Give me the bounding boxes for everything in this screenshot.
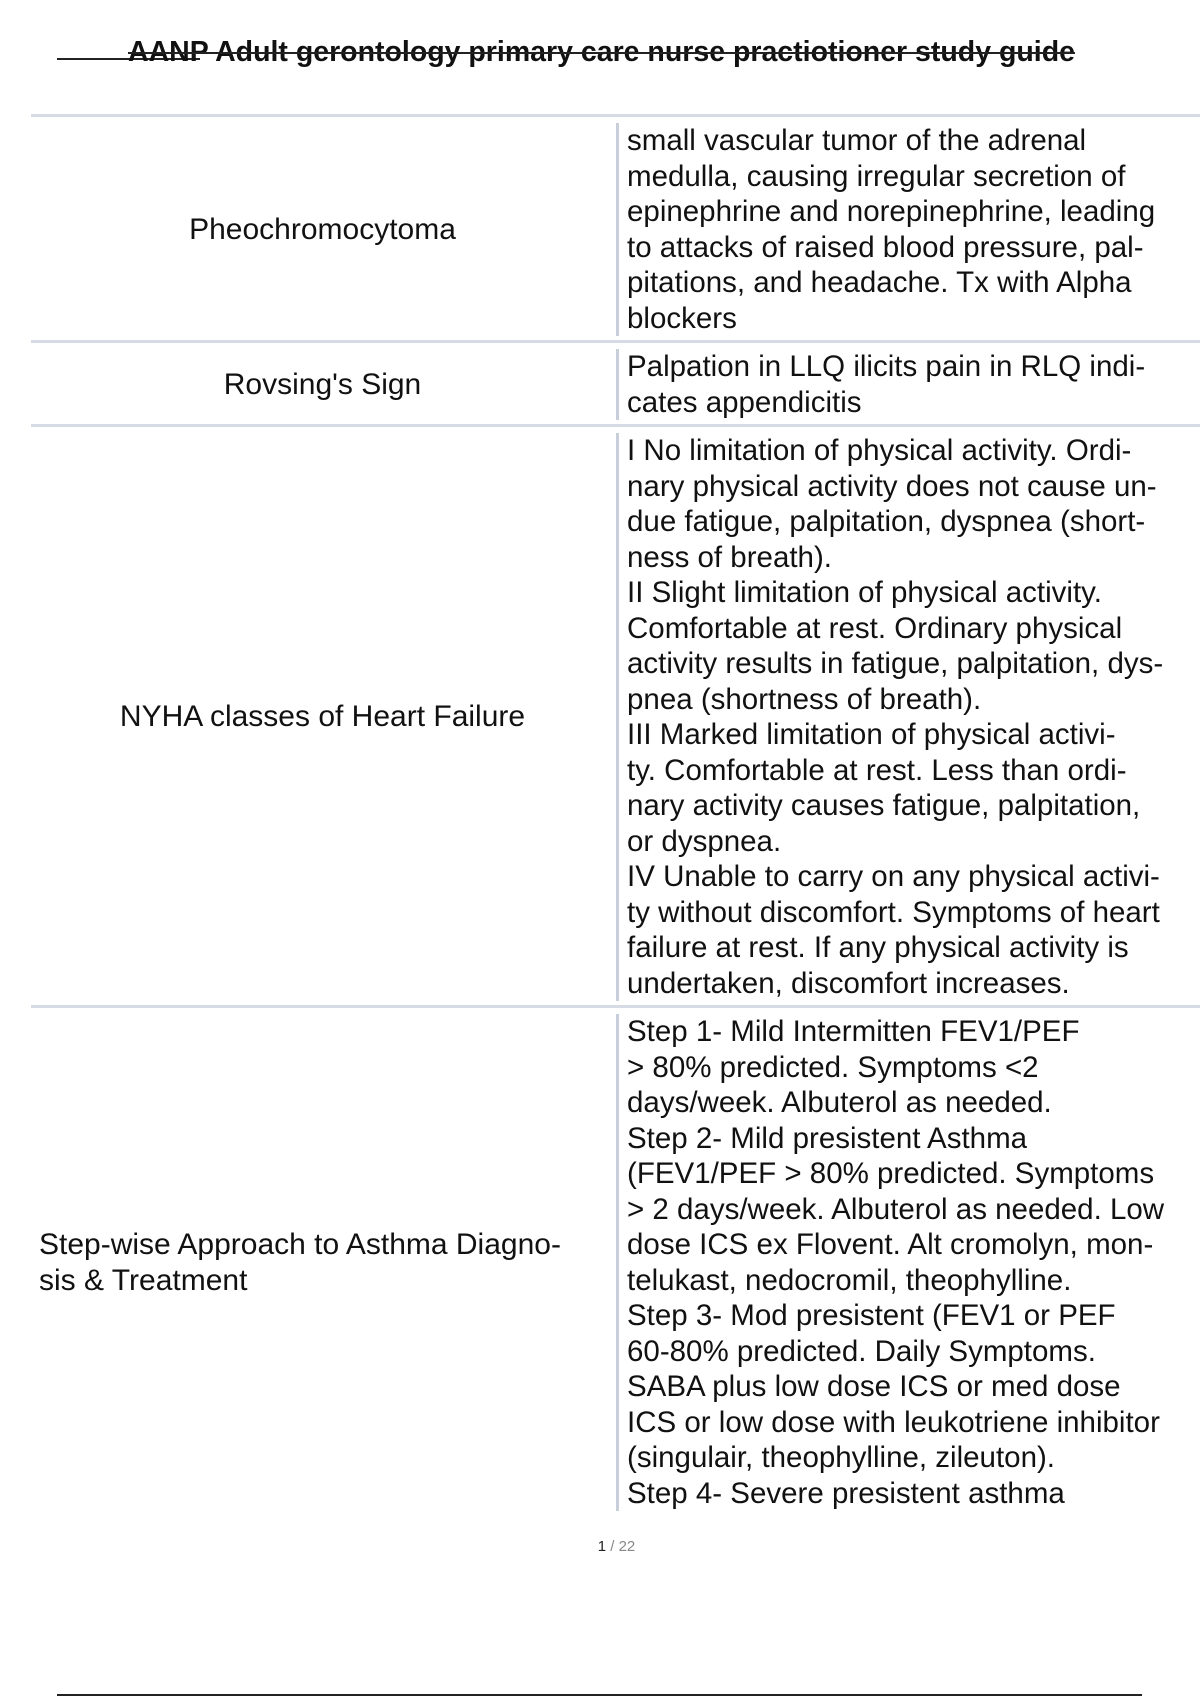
definition-line: ICS or low dose with leukotriene inhibitor xyxy=(627,1405,1160,1439)
definition-line: 60-80% predicted. Daily Symptoms. xyxy=(627,1334,1096,1368)
flashcard-row xyxy=(31,114,1200,340)
definition-line: small vascular tumor of the adrenal xyxy=(627,124,1087,157)
card-definition xyxy=(616,349,1200,420)
definition-line: > 2 days/week. Albuterol as needed. Low xyxy=(627,1192,1165,1226)
card-definition xyxy=(616,123,1200,336)
card-term-line: sis & Treatment xyxy=(39,1263,248,1297)
definition-line: IV Unable to carry on any physical activi- xyxy=(627,860,1160,893)
card-term-text: Rovsing's Sign xyxy=(223,367,422,401)
flashcard-row xyxy=(31,340,1200,424)
definition-line: telukast, nedocromil, theophylline. xyxy=(627,1263,1072,1297)
definition-line: Step 3- Mod presistent (FEV1 or PEF xyxy=(627,1299,1116,1332)
definition-line: undertaken, discomfort increases. xyxy=(627,966,1070,1000)
card-term xyxy=(31,123,616,336)
card-definition xyxy=(616,433,1200,1001)
definition-line: ty. Comfortable at rest. Less than ordi- xyxy=(627,753,1127,787)
footer-rule xyxy=(57,1694,1142,1696)
definition-line: failure at rest. If any physical activity is xyxy=(627,931,1129,964)
definition-line: pnea (shortness of breath). xyxy=(627,682,982,716)
page-header xyxy=(0,0,1200,100)
definition-line: Step 4- Severe presistent asthma xyxy=(627,1476,1065,1510)
definition-line: Comfortable at rest. Ordinary physical xyxy=(627,611,1123,645)
definition-line: or dyspnea. xyxy=(627,824,782,858)
definition-line: pitations, and headache. Tx with Alpha xyxy=(627,266,1132,299)
definition-line: (FEV1/PEF > 80% predicted. Symptoms xyxy=(627,1157,1155,1190)
definition-line: (singulair, theophylline, zileuton). xyxy=(627,1441,1055,1474)
card-term-text: Pheochromocytoma xyxy=(189,212,456,246)
definition-line: activity results in fatigue, palpitation, dys- xyxy=(627,647,1164,680)
page-current: 1 xyxy=(597,1538,607,1555)
definition-line: days/week. Albuterol as needed. xyxy=(627,1086,1052,1119)
card-term-line: Step-wise Approach to Asthma Diagno- xyxy=(39,1227,561,1261)
card-term xyxy=(31,433,616,1001)
definition-line: I No limitation of physical activity. Ordi- xyxy=(627,434,1132,467)
definition-line: ness of breath). xyxy=(627,540,832,574)
document-title: AANP Adult gerontology primary care nurse practiotioner study guide xyxy=(128,36,1075,68)
flashcard-table xyxy=(31,114,1200,1515)
card-definition xyxy=(616,1014,1200,1511)
definition-line: Step 2- Mild presistent Asthma xyxy=(627,1121,1028,1155)
definition-line: III Marked limitation of physical activi- xyxy=(627,718,1116,751)
definition-line: epinephrine and norepinephrine, leading xyxy=(627,195,1156,228)
definition-line: Palpation in LLQ ilicits pain in RLQ indi- xyxy=(627,350,1146,383)
definition-line: cates appendicitis xyxy=(627,385,862,419)
card-term xyxy=(31,349,616,420)
definition-line: dose ICS ex Flovent. Alt cromolyn, mon- xyxy=(627,1228,1154,1261)
definition-line: blockers xyxy=(627,301,737,335)
definition-line: SABA plus low dose ICS or med dose xyxy=(627,1370,1121,1403)
definition-line: due fatigue, palpitation, dyspnea (short- xyxy=(627,505,1146,538)
card-term xyxy=(31,1014,616,1511)
definition-line: to attacks of raised blood pressure, pal- xyxy=(627,230,1144,264)
flashcard-row xyxy=(31,424,1200,1005)
definition-line: nary physical activity does not cause un- xyxy=(627,469,1157,503)
page-indicator xyxy=(0,1538,1200,1555)
page-total: / 22 xyxy=(610,1538,636,1555)
definition-line: medulla, causing irregular secretion of xyxy=(627,159,1126,193)
flashcard-row xyxy=(31,1005,1200,1515)
definition-line: > 80% predicted. Symptoms <2 xyxy=(627,1050,1039,1084)
definition-line: ty without discomfort. Symptoms of heart xyxy=(627,895,1160,929)
card-term-text: NYHA classes of Heart Failure xyxy=(119,700,526,733)
definition-line: Step 1- Mild Intermitten FEV1/PEF xyxy=(627,1015,1080,1048)
definition-line: nary activity causes fatigue, palpitation, xyxy=(627,789,1141,822)
definition-line: II Slight limitation of physical activity. xyxy=(627,576,1102,609)
